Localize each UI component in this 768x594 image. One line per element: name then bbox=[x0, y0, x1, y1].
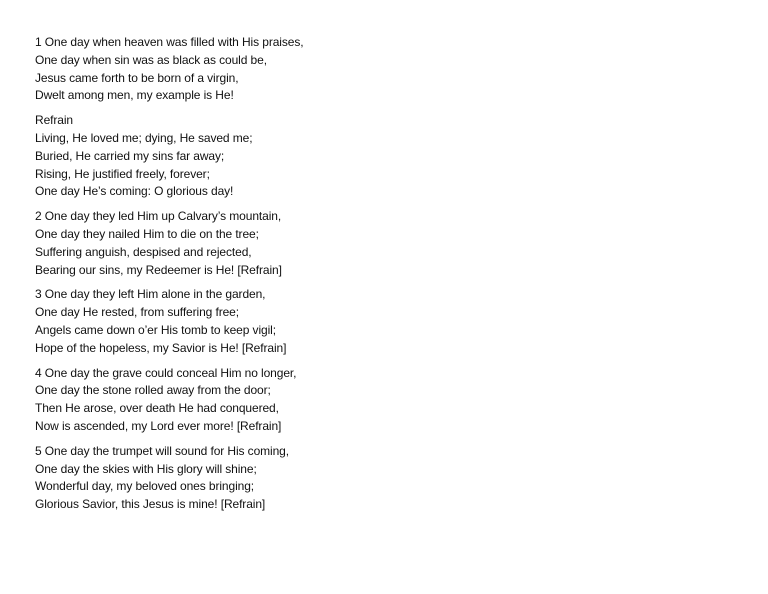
stanza-line: Glorious Savior, this Jesus is mine! [Refrain] bbox=[35, 497, 266, 512]
stanza-line: Hope of the hopeless, my Savior is He! [Refrain] bbox=[35, 340, 287, 355]
stanza-line: Jesus came forth to be born of a virgin, bbox=[35, 70, 239, 85]
stanza-5 bbox=[35, 443, 735, 514]
stanza-3 bbox=[35, 286, 735, 357]
stanza-line: Buried, He carried my sins far away; bbox=[35, 148, 225, 163]
refrain-heading: Refrain bbox=[35, 113, 73, 128]
stanza-4 bbox=[35, 365, 735, 436]
stanza-line: One day when sin was as black as could be, bbox=[35, 52, 267, 67]
refrain bbox=[35, 112, 735, 201]
stanza-line: Rising, He justified freely, forever; bbox=[35, 166, 210, 181]
document-page bbox=[35, 34, 735, 521]
stanza-line: One day the stone rolled away from the door; bbox=[35, 383, 271, 398]
stanza-1 bbox=[35, 34, 735, 105]
stanza-line: One day they nailed Him to die on the tree; bbox=[35, 226, 259, 241]
stanza-line: One day the skies with His glory will shine; bbox=[35, 461, 257, 476]
stanza-line: 1 One day when heaven was filled with His praises, bbox=[35, 35, 304, 49]
stanza-line: 5 One day the trumpet will sound for His coming, bbox=[35, 443, 289, 458]
stanza-line: Angels came down o’er His tomb to keep vigil; bbox=[35, 322, 276, 337]
stanza-line: One day He’s coming: O glorious day! bbox=[35, 184, 234, 199]
stanza-line: Then He arose, over death He had conquered, bbox=[35, 401, 279, 416]
stanza-line: 4 One day the grave could conceal Him no longer, bbox=[35, 365, 297, 380]
stanza-line: Dwelt among men, my example is He! bbox=[35, 88, 234, 103]
stanza-line: Wonderful day, my beloved ones bringing; bbox=[35, 479, 255, 494]
stanza-line: Now is ascended, my Lord ever more! [Refrain] bbox=[35, 418, 282, 433]
stanza-line: 2 One day they led Him up Calvary’s mountain, bbox=[35, 209, 282, 224]
stanza-line: Living, He loved me; dying, He saved me; bbox=[35, 130, 253, 145]
stanza-line: One day He rested, from suffering free; bbox=[35, 305, 239, 320]
stanza-2 bbox=[35, 208, 735, 279]
stanza-line: 3 One day they left Him alone in the garden, bbox=[35, 287, 266, 302]
stanza-line: Bearing our sins, my Redeemer is He! [Refrain] bbox=[35, 262, 282, 277]
stanza-line: Suffering anguish, despised and rejected, bbox=[35, 244, 252, 259]
